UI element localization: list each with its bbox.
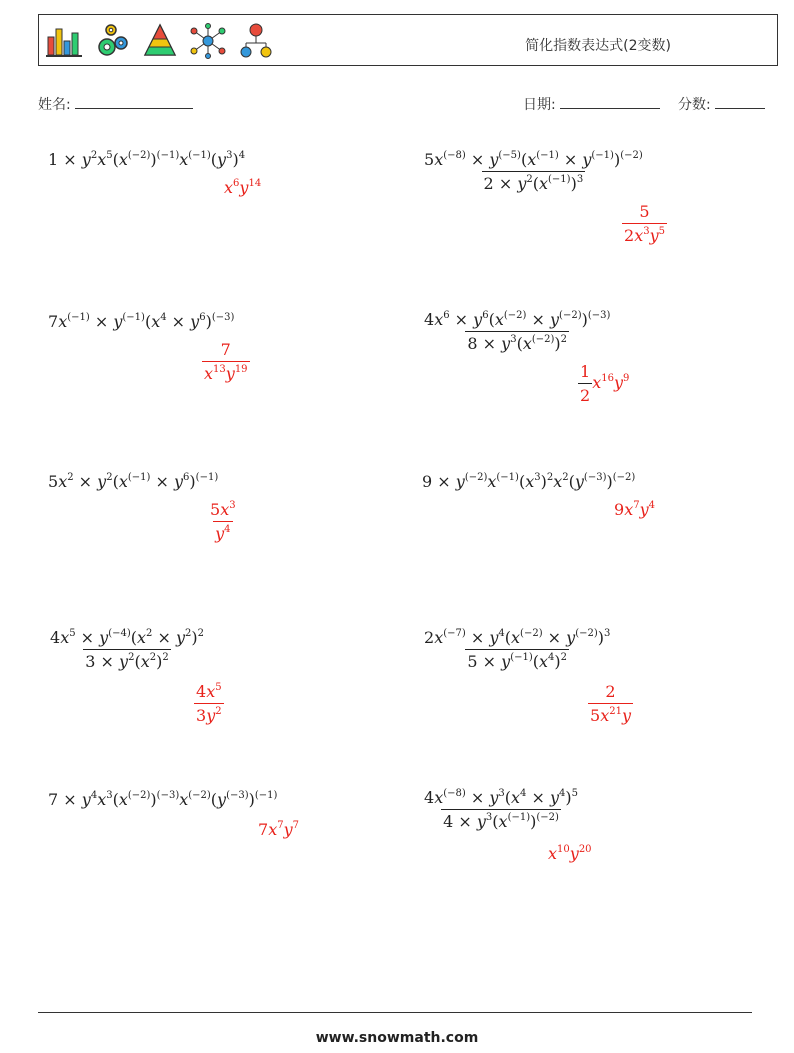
pyramid-icon <box>141 23 179 59</box>
gears-icon <box>93 23 131 59</box>
problem-7-answer: $\frac{4x^5}{3y^2}$ <box>196 682 222 725</box>
problem-5-answer: $\frac{5x^3}{y^4}$ <box>210 500 236 543</box>
problem-8-question: $\frac{2x^{(-7)} \times y^4(x^{(-2)} \times y^{(-2)})^3}{5 \times y^{(-1)}(x^4)^2}$ <box>424 628 611 671</box>
score-field <box>678 94 765 114</box>
problem-7-question: $\frac{4x^5 \times y^{(-4)}(x^2 \times y^2)^2}{3 \times y^2(x^2)^2}$ <box>50 628 205 671</box>
date-blank[interactable] <box>560 94 660 109</box>
problem-3 <box>48 312 248 383</box>
problem-1-answer: $x^6y^{14}$ <box>224 178 262 197</box>
problem-4-answer: $\frac{1}{2}$ $x^{16}y^9$ <box>580 362 630 405</box>
problem-10-question: $\frac{4x^{(-8)} \times y^3(x^4 \times y^4)^5}{4 \times y^3(x^{(-1)})^{(-2)}}$ <box>424 788 579 831</box>
problem-6 <box>422 472 656 519</box>
problem-7 <box>48 628 222 725</box>
problem-5-question: $5x^2 \times y^2(x^{(-1)} \times y^6)^{(-1)}$ <box>48 472 219 491</box>
footer-url[interactable]: www.snowmath.com <box>315 1030 479 1046</box>
name-blank[interactable] <box>75 94 193 109</box>
problem-1 <box>48 150 262 197</box>
worksheet-title: 简化指数表达式(2变数) <box>525 38 671 54</box>
problem-9 <box>48 790 300 839</box>
name-field <box>38 94 193 114</box>
problem-8-answer: $\frac{2}{5x^{21}y}$ <box>590 682 631 725</box>
problem-6-question: $9 \times y^{(-2)}x^{(-1)}(x^3)^2x^2(y^{(-3)})^{(-2)}$ <box>422 472 636 491</box>
problem-3-question: $7x^{(-1)} \times y^{(-1)}(x^4 \times y^6)^{(-3)}$ <box>48 312 235 331</box>
hierarchy-icon <box>237 23 275 59</box>
problem-2 <box>422 150 666 245</box>
problem-1-question: $1 \times y^2x^5(x^{(-2)})^{(-1)}x^{(-1)}(y^3)^4$ <box>48 150 246 169</box>
name-label: 姓名: <box>38 97 71 113</box>
problem-8 <box>422 628 631 725</box>
problem-9-answer: $7x^7y^7$ <box>258 820 300 839</box>
date-label: 日期: <box>523 97 556 113</box>
footer-divider <box>38 1012 752 1013</box>
worksheet-header <box>38 14 778 66</box>
problem-10-answer: $x^{10}y^{20}$ <box>548 844 592 863</box>
problem-2-answer: $\frac{5}{2x^3y^5}$ <box>624 202 666 245</box>
network-icon <box>189 23 227 59</box>
problem-6-answer: $9x^7y^4$ <box>614 500 656 519</box>
bar-chart-icon <box>45 23 83 59</box>
problem-9-question: $7 \times y^4x^3(x^{(-2)})^{(-3)}x^{(-2)}(y^{(-3)})^{(-1)}$ <box>48 790 278 809</box>
score-label: 分数: <box>678 97 711 113</box>
problem-5 <box>48 472 236 543</box>
problem-4-question: $\frac{4x^6 \times y^6(x^{(-2)} \times y^{(-2)})^{(-3)}}{8 \times y^3(x^{(-2)})^2}$ <box>424 310 611 353</box>
problem-4 <box>422 310 630 405</box>
problem-10 <box>422 788 592 863</box>
problem-3-answer: $\frac{7}{x^{13}y^{19}}$ <box>204 340 248 383</box>
score-blank[interactable] <box>715 94 765 109</box>
header-icons <box>45 21 275 61</box>
date-field <box>523 94 660 114</box>
problem-2-question: $\frac{5x^{(-8)} \times y^{(-5)}(x^{(-1)} \times y^{(-1)})^{(-2)}}{2 \times y^2(x^{(-1)})^3}$ <box>424 150 643 193</box>
